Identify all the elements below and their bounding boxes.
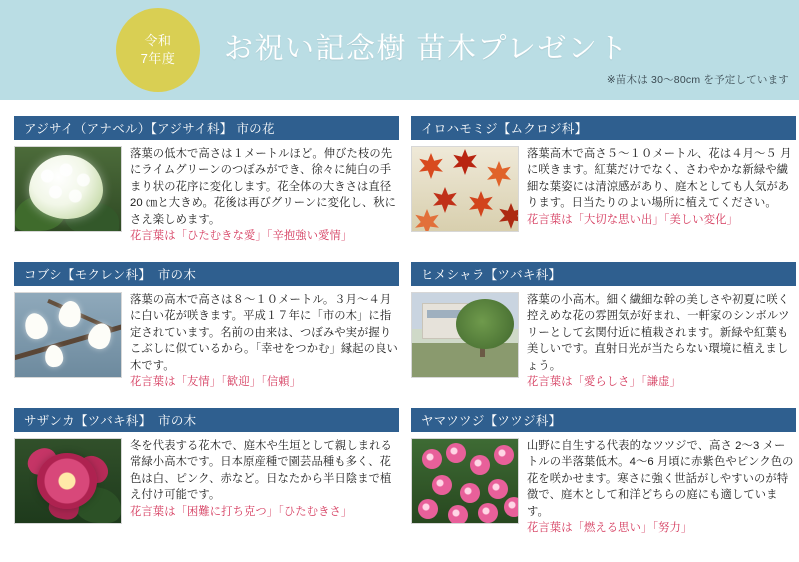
sazanka-photo <box>14 438 122 524</box>
flower-shape <box>504 497 519 517</box>
page-title: お祝い記念樹 苗木プレゼント <box>224 33 629 65</box>
content-area <box>0 100 799 562</box>
card-body <box>411 438 796 537</box>
card-title: アジサイ（アナベル）【アジサイ科】 市の花 <box>14 116 399 140</box>
card-description: 山野に自生する代表的なツツジで、高さ 2〜3 メートルの半落葉低木。4〜6 月頃に赤紫色やピンク色の花を咲かせます。寒さに強く世話がしやすいのが特徴で、庭木として和洋どちらの庭にも適しています。 <box>527 440 794 518</box>
flower-shape <box>22 310 51 342</box>
flower-shape <box>478 503 498 523</box>
maple-leaf-shape <box>486 161 512 187</box>
flower-shape <box>44 344 64 368</box>
maple-leaf-shape <box>468 191 494 217</box>
card-hanakotoba: 花言葉は「燃える思い」「努力」 <box>527 522 693 535</box>
card-grid <box>14 116 794 546</box>
card-description: 落葉の高木で高さは８〜１０メートル。３月〜４月に白い花が咲きます。平成１７年に「市の木」に指定されています。名前の由来は、つぼみや実が握りこぶしに似ているから。「幸せをつかむ」縁起の良い木です。 <box>130 294 398 372</box>
himeshara-photo <box>411 292 519 378</box>
flower-shape <box>85 320 115 352</box>
card-description: 落葉の小高木。細く繊細な幹の美しさや初夏に咲く控えめな花の雰囲気が好まれ、一軒家のシンボルツリーとして玄関付近に植栽されます。新緑や紅葉も美しいです。直射日光が当たらない環境に植えましょう。 <box>527 294 790 372</box>
card-hanakotoba: 花言葉は「友情」「歓迎」「信頼」 <box>130 376 302 389</box>
flower-shape <box>460 483 480 503</box>
card-text <box>122 292 399 391</box>
card-text <box>122 146 399 245</box>
card-body <box>14 292 399 391</box>
card-hanakotoba: 花言葉は「ひたむきな愛」「辛抱強い愛情」 <box>130 230 353 243</box>
card-title: ヤマツツジ【ツツジ科】 <box>411 408 796 432</box>
header-note: ※苗木は 30〜80cm を予定しています <box>606 74 789 86</box>
flower-shape <box>446 443 466 463</box>
flower-shape <box>422 449 442 469</box>
card-himeshara <box>411 262 796 400</box>
card-yamatsutsuji <box>411 408 796 546</box>
hydrangea-photo <box>14 146 122 232</box>
card-text <box>519 292 796 391</box>
card-hanakotoba: 花言葉は「大切な思い出」「美しい変化」 <box>527 213 738 226</box>
flower-shape <box>494 445 514 465</box>
foliage-shape <box>456 299 514 349</box>
maple-leaf-shape <box>432 187 458 213</box>
flower-shape <box>488 479 508 499</box>
maple-leaf-shape <box>418 153 444 179</box>
maple-leaf-shape <box>414 209 440 232</box>
era-badge <box>116 8 200 92</box>
flower-shape <box>432 475 452 495</box>
card-title: ヒメシャラ【ツバキ科】 <box>411 262 796 286</box>
card-body <box>411 292 796 391</box>
maple-photo <box>411 146 519 232</box>
card-hanakotoba: 花言葉は「愛らしさ」「謙虚」 <box>527 376 681 389</box>
card-description: 落葉の低木で高さは１メートルほど。伸びた枝の先にライムグリーンのつぼみができ、徐々に純白の手まり状の花序に変化します。花全体の大きさは直径 20 ㎝と大きめ。花後は再びグリーンに変化し、秋にさえ楽しめます。 <box>130 148 397 226</box>
card-body <box>14 146 399 245</box>
flower-shape <box>448 505 468 524</box>
kobushi-photo <box>14 292 122 378</box>
card-hanakotoba: 花言葉は「困難に打ち克つ」「ひたむきさ」 <box>130 505 353 518</box>
card-description: 冬を代表する花木で、庭木や生垣として親しまれる常緑小高木です。日本原産種で園芸品種も多く、花色は白、ピンク、赤など。日なたから半日陰まで植え付け可能です。 <box>130 440 392 502</box>
card-text <box>519 146 796 232</box>
card-title: コブシ【モクレン科】 市の木 <box>14 262 399 286</box>
card-text <box>519 438 796 537</box>
era-badge-line2: 7年度 <box>140 51 176 66</box>
card-description: 落葉高木で高さ５〜１０メートル、花は４月〜５ 月に咲きます。紅葉だけでなく、さわやかな新緑や繊細な葉姿には清涼感があり、庭木としても人気があります。日当たりのよい場所に植えてください。 <box>527 148 792 210</box>
era-badge-line1: 令和 <box>144 33 172 49</box>
yamatsutsuji-photo <box>411 438 519 524</box>
card-text <box>122 438 399 524</box>
card-body <box>14 438 399 524</box>
maple-leaf-shape <box>452 149 478 175</box>
card-sazanka <box>14 408 399 546</box>
card-maple <box>411 116 796 254</box>
page-header <box>0 0 799 100</box>
flower-shape <box>470 455 490 475</box>
flower-shape <box>418 499 438 519</box>
card-body <box>411 146 796 232</box>
card-title: イロハモミジ【ムクロジ科】 <box>411 116 796 140</box>
card-hydrangea <box>14 116 399 254</box>
ground-shape <box>412 343 518 377</box>
flower-shape <box>29 155 103 219</box>
card-kobushi <box>14 262 399 400</box>
maple-leaf-shape <box>498 203 519 229</box>
card-title: サザンカ【ツバキ科】 市の木 <box>14 408 399 432</box>
flower-shape <box>37 453 97 509</box>
